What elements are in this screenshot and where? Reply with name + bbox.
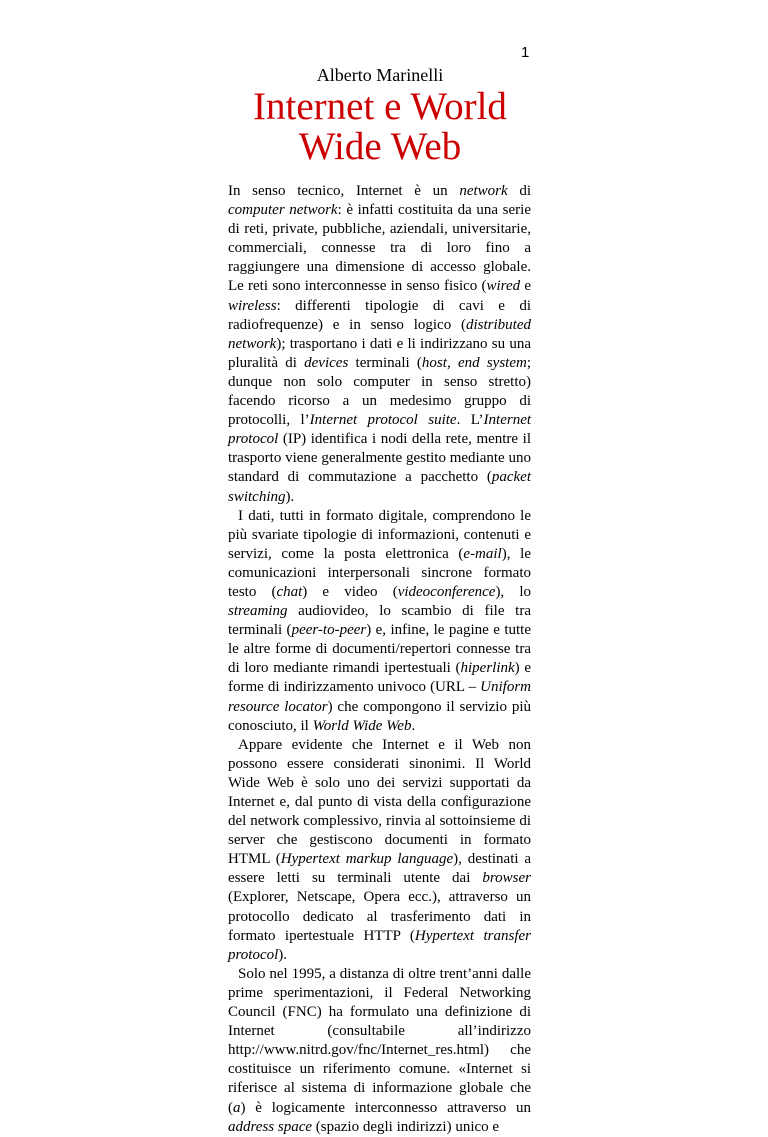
author-name: Alberto Marinelli bbox=[316, 65, 444, 85]
article-body bbox=[228, 182, 531, 1137]
page-number: 1 bbox=[521, 44, 530, 61]
article-title bbox=[230, 87, 530, 167]
title-line-2: Wide Web bbox=[298, 125, 462, 168]
title-line-1: Internet e World bbox=[253, 85, 507, 128]
paragraph: I dati, tutti in formato digitale, comprendono le più svariate tipologie di informazioni, contenuti e servizi, come la posta elettronica (e-mail), le comunicazioni interpersonali sincrone formato testo (chat) e video (videoconference), lo streaming audiovideo, lo scambio di file tra terminali (peer-to-peer) e, infine, le pagine e tutte le altre forme di documenti/repertori connesse tra di loro mediante rimandi ipertestuali (hiperlink) e forme di indirizzamento univoco (URL – Uniform resource locator) che compongono il servizio più conosciuto, il World Wide Web. bbox=[228, 507, 532, 734]
paragraph: Appare evidente che Internet e il Web non possono essere considerati sinonimi. Il World Wide Web è solo uno dei servizi supportati da Internet e, dal punto di vista della configurazione del network complessivo, rinvia al sottoinsieme di server che gestiscono documenti in formato HTML (Hypertext markup language), destinati a essere letti su terminali utente dai browser (Explorer, Netscape, Opera ecc.), attraverso un protocollo dedicato al trasferimento dati in formato ipertestuale HTTP (Hypertext transfer protocol). bbox=[228, 736, 531, 963]
paragraph: In senso tecnico, Internet è un network di computer network: è infatti costituita da una serie di reti, private, pubbliche, aziendali, universitarie, commerciali, connesse tra di loro fino a raggiungere una dimensione di accesso globale. Le reti sono interconnesse in senso fisico (wired e wireless: differenti tipologie di cavi e di radiofrequenze) e in senso logico (distributed network); trasportano i dati e li indirizzano su una pluralità di devices terminali (host, end system; dunque non solo computer in senso stretto) facendo ricorso a un medesimo gruppo di protocolli, l’Internet protocol suite. L’Internet protocol (IP) identifica i nodi della rete, mentre il trasporto viene generalmente gestito mediante uno standard di commutazione a pacchetto (packet switching). bbox=[228, 183, 532, 505]
paragraph: Solo nel 1995, a distanza di oltre trent’anni dalle prime sperimentazioni, il Federal Networking Council (FNC) ha formulato una definizione di Internet (consultabile all’indirizzo http://www.nitrd.gov/fnc/Internet_res.html) che costituisce un riferimento comune. «Internet si riferisce al sistema di informazione globale che (a) è logicamente interconnesso attraverso un address space (spazio degli indirizzi) unico e bbox=[228, 965, 531, 1135]
